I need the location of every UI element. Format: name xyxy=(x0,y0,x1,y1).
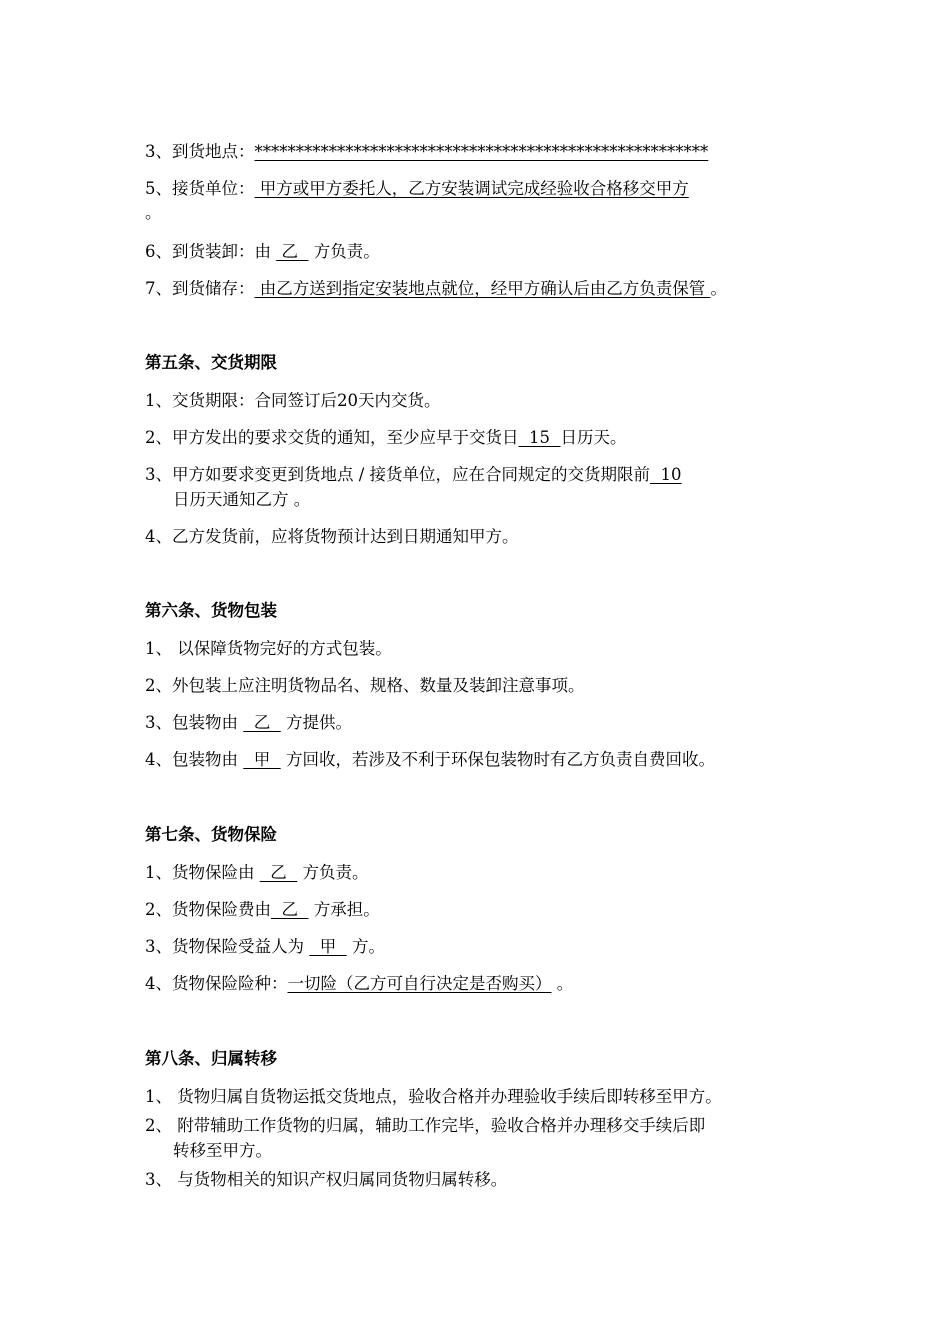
article-5-title: 第五条、交货期限 xyxy=(145,353,277,372)
article-6-item-4-suffix: 方回收，若涉及不利于环保包装物时有乙方负责自费回收。 xyxy=(280,750,715,769)
unloading-prefix: 6、到货装卸：由 xyxy=(145,242,277,261)
article-7-item-2-prefix: 2、货物保险费由 xyxy=(145,900,271,919)
article-6-item-4-value: 甲 xyxy=(243,750,281,769)
article-5-item-2-prefix: 2、甲方发出的要求交货的通知，至少应早于交货日 xyxy=(145,428,519,447)
storage-line xyxy=(145,277,825,301)
article-8-title: 第八条、归属转移 xyxy=(145,1049,277,1068)
article-5-item-3-prefix: 3、甲方如要求变更到货地点 / 接货单位，应在合同规定的交货期限前 xyxy=(145,465,651,484)
article-7-item-2 xyxy=(145,898,825,922)
article-6-item-1: 1、 以保障货物完好的方式包装。 xyxy=(145,639,392,658)
article-5-item-2-value: 15 xyxy=(518,428,561,447)
receiver-line xyxy=(145,177,825,201)
article-7-item-2-value: 乙 xyxy=(271,900,309,919)
article-6-item-4-prefix: 4、包装物由 xyxy=(145,750,244,769)
receiver-line-end xyxy=(145,201,825,225)
article-6-item-4 xyxy=(145,748,825,772)
delivery-location-line xyxy=(145,140,825,164)
unloading-suffix: 方负责。 xyxy=(308,242,380,261)
storage-value: 由乙方送到指定安装地点就位，经甲方确认后由乙方负责保管 xyxy=(254,279,711,298)
article-7-item-4-suffix: 。 xyxy=(551,974,574,993)
article-7-item-3-suffix: 方。 xyxy=(346,937,385,956)
article-6-item-3-prefix: 3、包装物由 xyxy=(145,713,244,732)
article-7-item-4 xyxy=(145,972,825,996)
storage-label: 7、到货储存： xyxy=(145,279,255,298)
delivery-location-value: ******************************************************* xyxy=(254,142,709,161)
article-7-item-4-prefix: 4、货物保险险种： xyxy=(145,974,288,993)
article-5-item-4: 4、乙方发货前，应将货物预计达到日期通知甲方。 xyxy=(145,527,519,546)
article-7-title: 第七条、货物保险 xyxy=(145,825,277,844)
article-5-item-3-value: 10 xyxy=(650,465,682,484)
unloading-line xyxy=(145,240,825,264)
article-6-item-3 xyxy=(145,711,825,735)
article-7-item-1-prefix: 1、货物保险由 xyxy=(145,863,260,882)
article-6-item-3-suffix: 方提供。 xyxy=(280,713,352,732)
receiver-value: 甲方或甲方委托人，乙方安装调试完成经验收合格移交甲方 xyxy=(254,179,689,198)
article-5-item-3 xyxy=(145,463,825,487)
article-8-item-2: 2、 附带辅助工作货物的归属，辅助工作完毕，验收合格并办理移交手续后即 xyxy=(145,1116,706,1135)
article-7-item-1 xyxy=(145,861,825,885)
article-7-item-1-suffix: 方负责。 xyxy=(297,863,369,882)
delivery-location-label: 3、到货地点： xyxy=(145,142,255,161)
article-8-item-1: 1、 货物归属自货物运抵交货地点，验收合格并办理验收手续后即转移至甲方。 xyxy=(145,1087,722,1106)
article-8-item-3: 3、 与货物相关的知识产权归属同货物归属转移。 xyxy=(145,1170,508,1189)
unloading-value: 乙 xyxy=(276,242,309,261)
receiver-end: 。 xyxy=(145,203,162,222)
article-7-item-3-value: 甲 xyxy=(309,937,347,956)
article-7-item-3 xyxy=(145,935,825,959)
receiver-label: 5、接货单位： xyxy=(145,179,255,198)
article-7-item-3-prefix: 3、货物保险受益人为 xyxy=(145,937,310,956)
article-5-item-3-cont: 日历天通知乙方 。 xyxy=(173,490,311,509)
article-6-item-3-value: 乙 xyxy=(243,713,281,732)
article-7-item-1-value: 乙 xyxy=(259,863,298,882)
article-7-item-4-value: 一切险（乙方可自行决定是否购买） xyxy=(287,974,552,993)
article-5-item-1: 1、交货期限：合同签订后20天内交货。 xyxy=(145,391,441,410)
article-6-title: 第六条、货物包装 xyxy=(145,601,277,620)
article-6-item-2: 2、外包装上应注明货物品名、规格、数量及装卸注意事项。 xyxy=(145,676,585,695)
article-8-item-2-cont: 转移至甲方。 xyxy=(173,1141,272,1160)
article-5-item-2 xyxy=(145,426,825,450)
article-5-item-2-suffix: 日历天。 xyxy=(560,428,627,447)
article-7-item-2-suffix: 方承担。 xyxy=(308,900,380,919)
storage-end: 。 xyxy=(710,279,727,298)
